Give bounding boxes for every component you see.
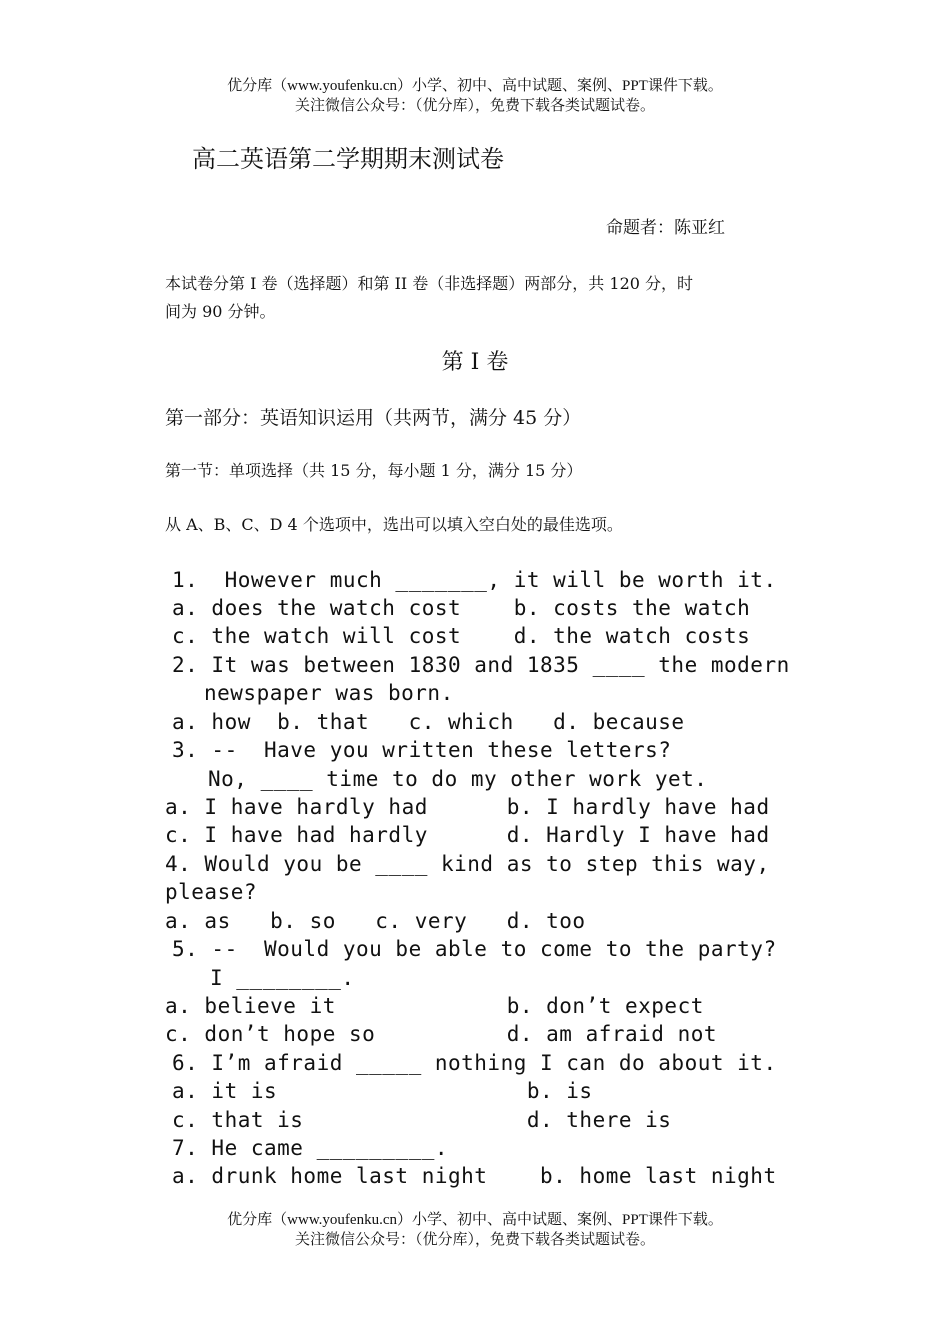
header-line-1: 优分库（www.youfenku.cn）小学、初中、高中试题、案例、PPT课件下载。 (227, 78, 723, 94)
question-line: c. the watch will cost d. the watch costs (172, 624, 751, 648)
question-line: a. drunk home last night b. home last night (172, 1164, 777, 1188)
question-line: No, ____ time to do my other work yet. (208, 767, 708, 791)
intro-line-2: 间为 90 分钟。 (165, 302, 276, 321)
instruction: 从 A、B、C、D 4 个选项中，选出可以填入空白处的最佳选项。 (165, 515, 623, 534)
intro-paragraph (165, 270, 790, 326)
page-title: 高二英语第二学期期末测试卷 (192, 145, 504, 173)
page-header (0, 76, 950, 116)
question-line: a. I have hardly had b. I hardly have had (165, 795, 770, 819)
question-line: 1. However much _______, it will be worth it. (172, 568, 777, 592)
question-line: newspaper was born. (204, 681, 454, 705)
question-line: c. don’t hope so d. am afraid not (165, 1022, 718, 1046)
footer-line-1: 优分库（www.youfenku.cn）小学、初中、高中试题、案例、PPT课件下载。 (227, 1212, 723, 1228)
question-line: a. as b. so c. very d. too (165, 909, 586, 933)
header-line-2: 关注微信公众号：（优分库），免费下载各类试题试卷。 (294, 98, 655, 114)
question-line: 6. I’m afraid _____ nothing I can do about it. (172, 1051, 777, 1075)
question-line: c. that is d. there is (172, 1108, 672, 1132)
question-line: a. does the watch cost b. costs the watch (172, 596, 751, 620)
question-line: a. believe it b. don’t expect (165, 994, 704, 1018)
question-line: c. I have had hardly d. Hardly I have had (165, 823, 770, 847)
question-line: 5. -- Would you be able to come to the party? (172, 937, 777, 961)
question-line: 7. He came _________. (172, 1136, 449, 1160)
section-title: 第一节：单项选择（共 15 分，每小题 1 分，满分 15 分） (165, 461, 583, 480)
page-footer (0, 1210, 950, 1250)
author-line: 命题者：陈亚红 (606, 218, 725, 238)
intro-line-1: 本试卷分第 I 卷（选择题）和第 II 卷（非选择题）两部分，共 120 分，时 (165, 274, 694, 293)
question-line: please? (165, 880, 258, 904)
question-line: I ________. (210, 966, 355, 990)
question-line: 3. -- Have you written these letters? (172, 738, 672, 762)
question-line: 2. It was between 1830 and 1835 ____ the modern (172, 653, 790, 677)
question-line: a. it is b. is (172, 1079, 593, 1103)
volume-title: 第 I 卷 (441, 350, 509, 375)
part-title: 第一部分：英语知识运用（共两节，满分 45 分） (165, 407, 582, 429)
question-line: a. how b. that c. which d. because (172, 710, 685, 734)
question-line: 4. Would you be ____ kind as to step this way, (165, 852, 770, 876)
footer-line-2: 关注微信公众号：（优分库），免费下载各类试题试卷。 (294, 1232, 655, 1248)
